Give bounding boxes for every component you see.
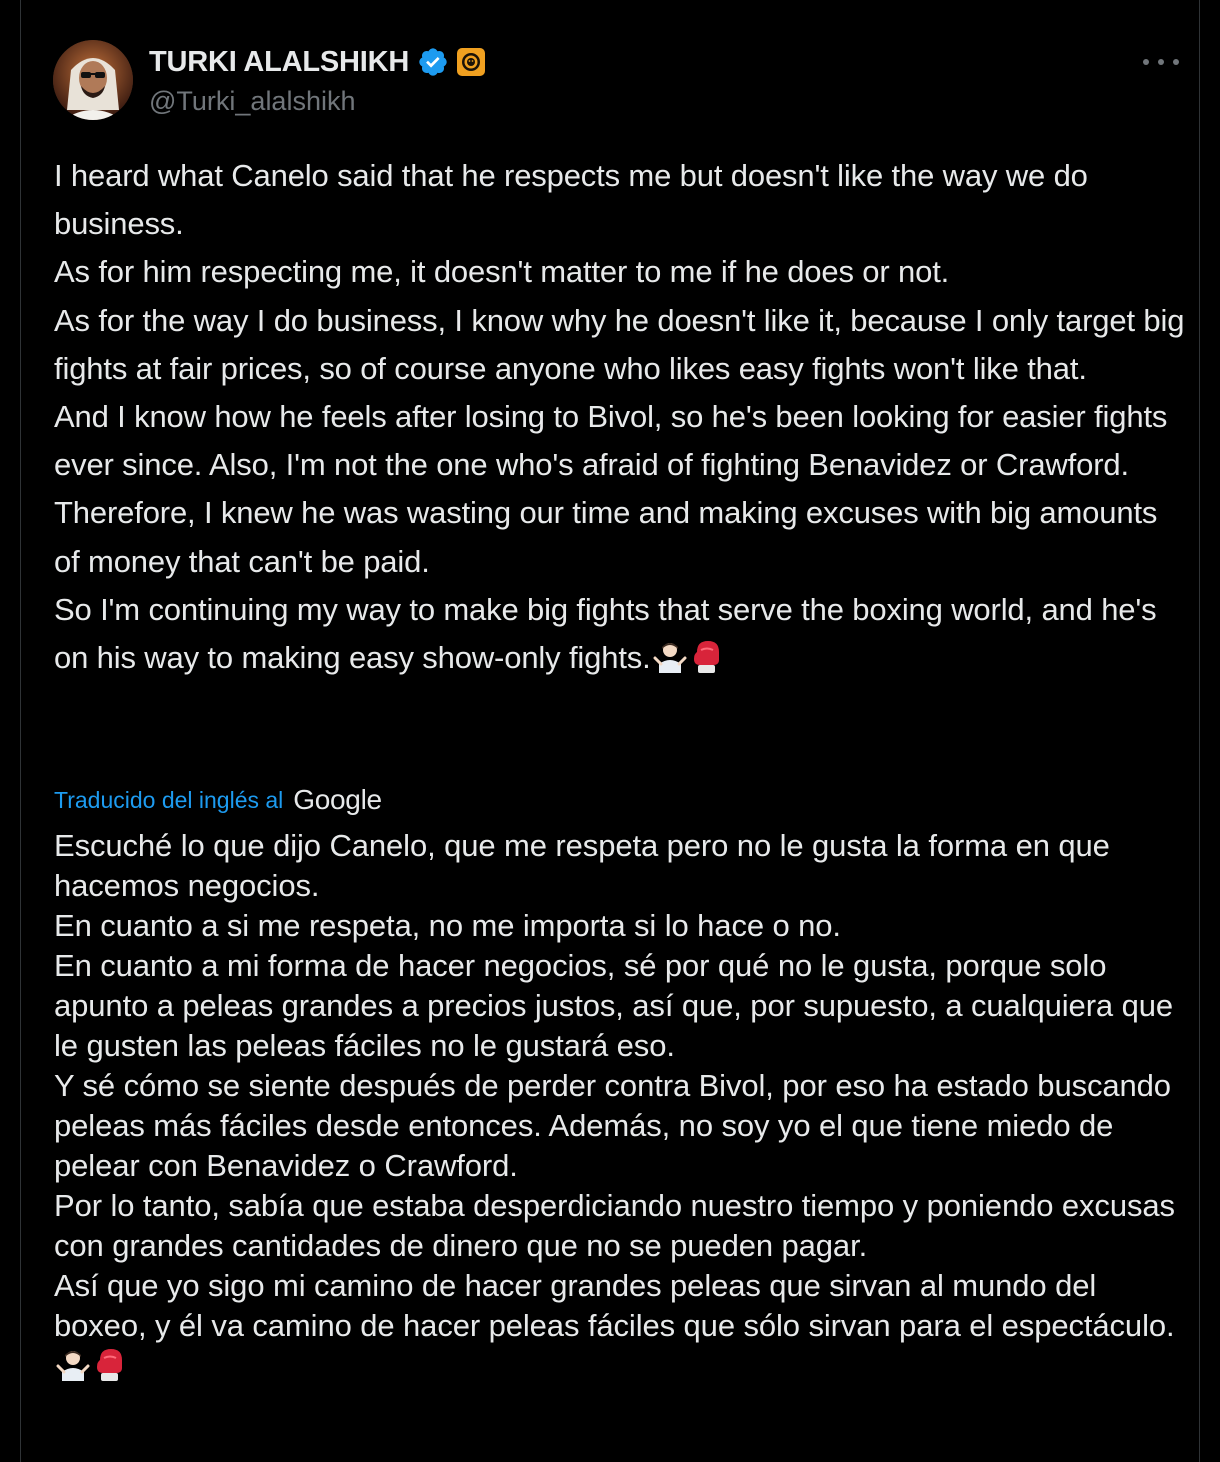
translation-label: Traducido del inglés al bbox=[54, 786, 284, 813]
boxing-glove-emoji-icon bbox=[92, 1346, 126, 1392]
translated-paragraph-last bbox=[54, 1266, 1194, 1392]
tweet-text-original bbox=[54, 152, 1189, 688]
translated-paragraph: En cuanto a mi forma de hacer negocios, sé por qué no le gusta, porque solo apunto a peleas grandes a precios justos, así que, por supuesto, a cualquiera que le gusten las peleas fáciles no le gustará eso. bbox=[54, 948, 1173, 1063]
original-paragraph: I heard what Canelo said that he respects me but doesn't like the way we do business. bbox=[54, 158, 1088, 242]
tweet-card bbox=[20, 0, 1200, 1462]
translation-notice[interactable] bbox=[54, 784, 382, 816]
more-dot bbox=[1173, 59, 1179, 65]
author-names bbox=[149, 44, 485, 117]
original-paragraph: Therefore, I knew he was wasting our time and making excuses with big amounts of money that can't be paid. bbox=[54, 495, 1158, 579]
original-paragraph-last bbox=[54, 586, 1189, 688]
author-handle[interactable]: @Turki_alalshikh bbox=[149, 86, 356, 116]
person-shrugging-emoji-icon bbox=[56, 1348, 90, 1392]
more-dot bbox=[1158, 59, 1164, 65]
display-name[interactable]: TURKI ALALSHIKH bbox=[149, 45, 410, 78]
translated-paragraph: Escuché lo que dijo Canelo, que me respeta pero no le gusta la forma en que hacemos negocios. bbox=[54, 828, 1110, 903]
profile-photo-icon bbox=[53, 40, 133, 120]
tweet-text-translated bbox=[54, 826, 1194, 1392]
affiliate-badge-icon[interactable] bbox=[457, 48, 485, 76]
translated-paragraph: Por lo tanto, sabía que estaba desperdiciando nuestro tiempo y poniendo excusas con grandes cantidades de dinero que no se pueden pagar. bbox=[54, 1188, 1175, 1263]
boxing-glove-emoji-icon bbox=[689, 638, 723, 688]
original-paragraph: As for him respecting me, it doesn't matter to me if he does or not. bbox=[54, 254, 950, 290]
original-paragraph: And I know how he feels after losing to Bivol, so he's been looking for easier fights ever since. Also, I'm not the one who's afraid of fighting Benavidez or Crawford. bbox=[54, 399, 1168, 483]
google-logo: Google bbox=[293, 784, 382, 815]
name-row bbox=[149, 44, 485, 80]
more-dot bbox=[1143, 59, 1149, 65]
original-paragraph: As for the way I do business, I know why he doesn't like it, because I only target big fights at fair prices, so of course anyone who likes easy fights won't like that. bbox=[54, 302, 1185, 386]
translated-paragraph: En cuanto a si me respeta, no me importa si lo hace o no. bbox=[54, 908, 841, 943]
more-options-icon[interactable] bbox=[1143, 52, 1179, 72]
translated-paragraph: Y sé cómo se siente después de perder contra Bivol, por eso ha estado buscando peleas más fáciles desde entonces. Además, no soy yo el que tiene miedo de pelear con Benavidez o Crawford. bbox=[54, 1068, 1171, 1183]
person-shrugging-emoji-icon bbox=[653, 640, 687, 688]
lion-icon bbox=[460, 51, 482, 73]
translated-paragraph-text: Así que yo sigo mi camino de hacer grandes peleas que sirvan al mundo del boxeo, y él va camino de hacer peleas fáciles que sólo sirvan para el espectáculo. bbox=[54, 1268, 1175, 1343]
original-paragraph-text: So I'm continuing my way to make big fights that serve the boxing world, and he's on his way to making easy show-only fights. bbox=[54, 591, 1157, 676]
verified-badge-icon[interactable] bbox=[417, 46, 449, 78]
avatar[interactable] bbox=[53, 40, 133, 120]
tweet-header bbox=[53, 40, 1179, 124]
